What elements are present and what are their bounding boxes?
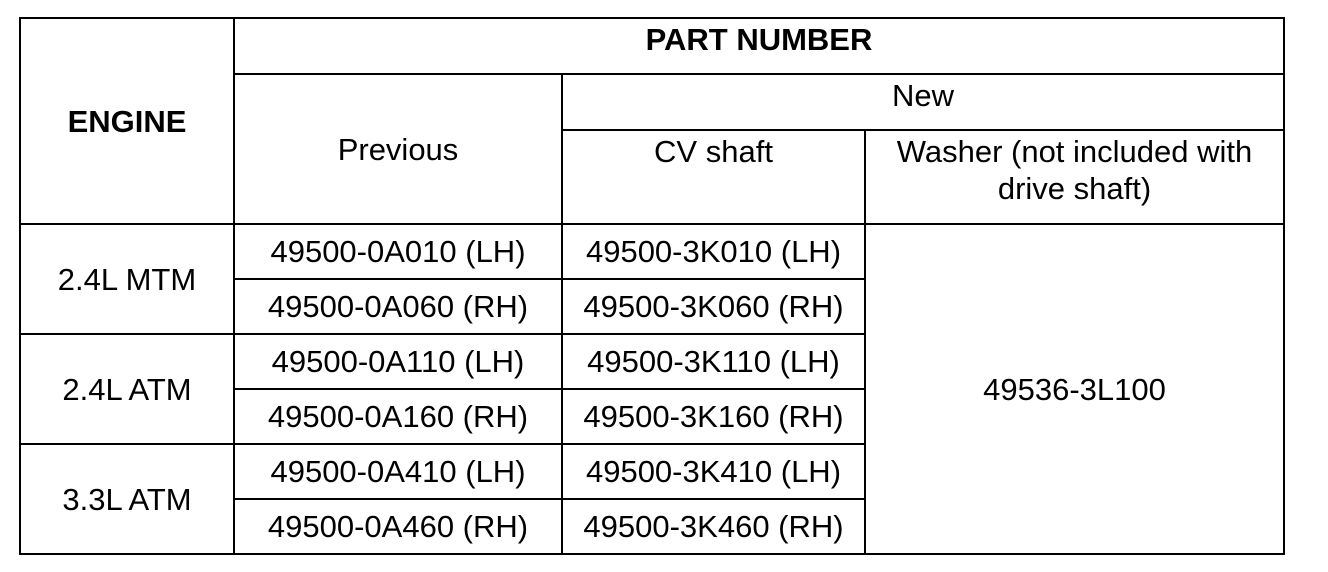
washer-part-cell: 49536-3L100 bbox=[865, 224, 1284, 554]
header-row-1 bbox=[20, 18, 1284, 74]
part-number-header: PART NUMBER bbox=[234, 18, 1284, 74]
part-number-table bbox=[19, 17, 1285, 555]
previous-part-cell: 49500-0A460 (RH) bbox=[234, 499, 562, 554]
cv-shaft-part-cell: 49500-3K160 (RH) bbox=[562, 389, 865, 444]
washer-header bbox=[865, 130, 1284, 224]
previous-part-cell: 49500-0A110 (LH) bbox=[234, 334, 562, 389]
cv-shaft-part-cell: 49500-3K410 (LH) bbox=[562, 444, 865, 499]
engine-cell: 2.4L MTM bbox=[20, 224, 234, 334]
previous-part-cell: 49500-0A010 (LH) bbox=[234, 224, 562, 279]
engine-cell: 3.3L ATM bbox=[20, 444, 234, 554]
cv-shaft-part-cell: 49500-3K010 (LH) bbox=[562, 224, 865, 279]
cv-shaft-part-cell: 49500-3K060 (RH) bbox=[562, 279, 865, 334]
table-row bbox=[20, 224, 1284, 279]
previous-part-cell: 49500-0A410 (LH) bbox=[234, 444, 562, 499]
previous-part-cell: 49500-0A160 (RH) bbox=[234, 389, 562, 444]
engine-cell: 2.4L ATM bbox=[20, 334, 234, 444]
engine-header: ENGINE bbox=[20, 18, 234, 224]
previous-part-cell: 49500-0A060 (RH) bbox=[234, 279, 562, 334]
cv-shaft-header: CV shaft bbox=[562, 130, 865, 224]
washer-header-line-2: drive shaft) bbox=[997, 171, 1152, 206]
previous-header: Previous bbox=[234, 74, 562, 224]
cv-shaft-part-cell: 49500-3K110 (LH) bbox=[562, 334, 865, 389]
washer-header-line-1: Washer (not included with bbox=[896, 134, 1253, 169]
new-header: New bbox=[562, 74, 1284, 130]
cv-shaft-part-cell: 49500-3K460 (RH) bbox=[562, 499, 865, 554]
